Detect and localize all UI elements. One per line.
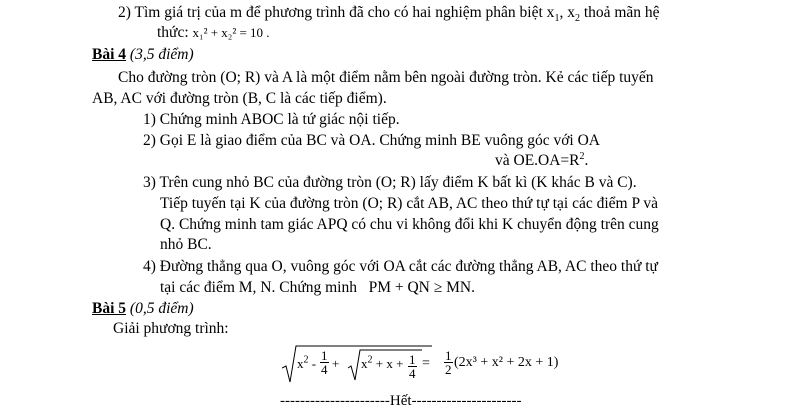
- dash-line-left: ----------------------: [280, 393, 390, 409]
- fraction-numerator-inner: 1: [409, 352, 416, 367]
- bai4-points: (3,5 điểm): [129, 46, 194, 63]
- q2-separator: , x: [559, 4, 575, 21]
- bai4-question-3-line-4: nhỏ BC.: [160, 236, 212, 253]
- fraction-numerator: 1: [321, 348, 328, 363]
- outer-radicand: [297, 356, 316, 372]
- plus-x-plus: + x +: [372, 356, 404, 371]
- q2-condition: x₁² + x₂² = 10 .: [192, 25, 270, 40]
- square-exponent-inner: 2: [367, 354, 373, 366]
- fraction-one-quarter: [320, 349, 329, 376]
- fraction-one-half: [444, 349, 453, 376]
- fraction-one-quarter-inner: [408, 353, 417, 380]
- square-exponent: 2: [303, 354, 309, 366]
- end-text: Hết: [389, 393, 412, 409]
- bai5-title: Bài 5: [92, 300, 127, 317]
- bai4-question-3-line-2: Tiếp tuyến tại K của đường tròn (O; R) cắt AB, AC theo thứ tự tại các điểm P và: [160, 195, 659, 212]
- bai5-heading: [92, 300, 194, 318]
- period: .: [584, 152, 589, 169]
- bai4-question-2-line-2: [495, 152, 588, 170]
- bai4-intro-2: AB, AC với đường tròn (B, C là các tiếp điểm).: [92, 90, 387, 107]
- equals-sign: =: [422, 356, 430, 371]
- half-numerator: 1: [445, 348, 452, 363]
- q4-inequality: PM + QN ≥ MN.: [368, 279, 475, 296]
- bai4-heading: [92, 46, 194, 64]
- bai4-question-3-line-1: 3) Trên cung nhỏ BC của đường tròn (O; R) lấy điểm K bất kì (K khác B và C).: [143, 174, 637, 191]
- fraction-denominator: 4: [321, 362, 328, 377]
- dash-line-right: ----------------------: [411, 393, 522, 409]
- q2-text: 2) Tìm giá trị của m để phương trình đã cho có hai nghiệm phân biệt x: [118, 4, 555, 21]
- x-var-inner: x: [361, 356, 368, 371]
- x2-subscript: 2: [574, 13, 580, 25]
- q4-text: tại các điểm M, N. Chứng minh: [160, 279, 357, 296]
- q2-line-1: [118, 4, 660, 25]
- half-denominator: 2: [445, 362, 452, 377]
- x1-subscript: 1: [554, 13, 560, 25]
- oe-oa-text: và OE.OA=R: [495, 152, 580, 169]
- plus-sign: +: [332, 356, 340, 371]
- bai4-title: Bài 4: [92, 46, 127, 63]
- x-var: x: [297, 356, 304, 371]
- q2-line-2: [157, 24, 270, 42]
- bai4-question-1: 1) Chứng minh ABOC là tứ giác nội tiếp.: [143, 111, 400, 128]
- r-squared: 2: [579, 150, 585, 162]
- bai4-question-2-line-1: 2) Gọi E là giao điểm của BC và OA. Chứng minh BE vuông góc với OA: [143, 132, 601, 149]
- q2-text-end: thoả mãn hệ: [579, 4, 660, 21]
- minus-sign: -: [308, 356, 317, 371]
- bai4-intro-1: Cho đường tròn (O; R) và A là một điểm nằm bên ngoài đường tròn. Kẻ các tiếp tuyến: [118, 69, 654, 86]
- bai4-question-4-line-1: 4) Đường thẳng qua O, vuông góc với OA cắt các đường thẳng AB, AC theo thứ tự: [143, 258, 658, 275]
- right-hand-side: (2x³ + x² + 2x + 1): [454, 355, 559, 370]
- inner-radicand: [361, 356, 403, 372]
- bai4-question-4-line-2: [160, 279, 475, 297]
- q2-prefix: thức:: [157, 24, 193, 41]
- equation: [282, 344, 582, 386]
- bai4-question-3-line-3: Q. Chứng minh tam giác APQ có chu vi không đổi khi K chuyển động trên cung: [160, 216, 659, 233]
- end-marker: [280, 393, 521, 410]
- fraction-denominator-inner: 4: [409, 366, 416, 381]
- bai5-points: (0,5 điểm): [129, 300, 194, 317]
- bai5-intro: Giải phương trình:: [113, 320, 229, 337]
